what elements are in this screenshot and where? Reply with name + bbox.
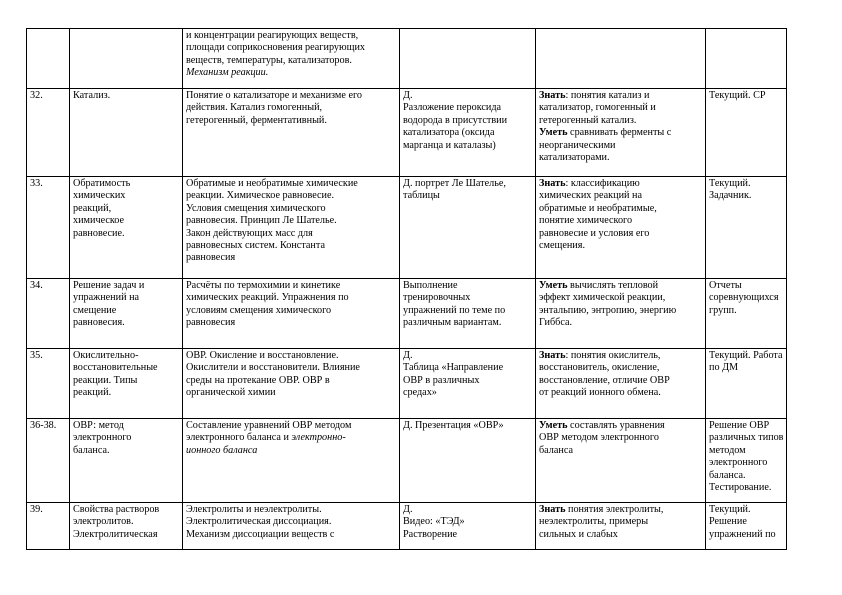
cell-line bbox=[539, 317, 702, 329]
requirement-label: Уметь bbox=[539, 420, 568, 431]
cell-line: Растворение bbox=[403, 528, 458, 540]
cell-ctrl bbox=[706, 349, 787, 419]
cell-demo bbox=[400, 89, 536, 177]
table-row bbox=[27, 89, 787, 177]
cell-line bbox=[539, 228, 702, 240]
cell-topic bbox=[70, 177, 183, 279]
cell-line bbox=[539, 152, 702, 164]
requirement-text: гетерогенный катализ. bbox=[539, 114, 637, 126]
cell-line: Механизм реакции. bbox=[186, 67, 269, 79]
cell-line: Понятие о катализаторе и механизме его bbox=[186, 90, 362, 101]
cell-line: средах» bbox=[403, 387, 437, 399]
cell-req bbox=[536, 89, 706, 177]
cell-line: Окислители и восстановители. Влияние bbox=[186, 362, 360, 374]
cell-line: реакций, bbox=[73, 202, 112, 214]
requirement-text: энтальпию, энтропию, энергию bbox=[539, 304, 677, 316]
cell-line: различным вариантам. bbox=[403, 317, 502, 329]
cell-line: Электролиты и неэлектролиты. bbox=[186, 504, 322, 515]
cell-line bbox=[539, 504, 702, 516]
requirement-label: Знать bbox=[539, 90, 566, 101]
cell-line: равновесных систем. Константа bbox=[186, 240, 325, 252]
cell-num bbox=[27, 177, 70, 279]
lesson-number: 36-38. bbox=[30, 420, 57, 431]
cell-line: Текущий. СР bbox=[709, 90, 766, 101]
cell-line: реакции. Типы bbox=[73, 374, 138, 386]
cell-req bbox=[536, 177, 706, 279]
cell-line: групп. bbox=[709, 304, 737, 316]
cell-line bbox=[539, 190, 702, 202]
cell-line: ОВР: метод bbox=[73, 420, 124, 431]
cell-line: баланса. bbox=[709, 469, 746, 481]
cell-content bbox=[183, 503, 400, 550]
cell-line: веществ, температуры, катализаторов. bbox=[186, 54, 352, 66]
requirement-text: сравнивать ферменты с bbox=[567, 127, 672, 139]
cell-line: химических bbox=[73, 190, 126, 202]
lesson-number: 35. bbox=[30, 350, 43, 361]
cell-line: Таблица «Направление bbox=[403, 362, 504, 374]
requirement-text: : понятия катализ и bbox=[565, 90, 650, 101]
requirement-text: восстановитель, окисление, bbox=[539, 362, 660, 374]
cell-content bbox=[183, 349, 400, 419]
lesson-number: 34. bbox=[30, 280, 43, 291]
cell-line bbox=[539, 115, 702, 127]
cell-line: водорода в присутствии bbox=[403, 114, 508, 126]
cell-num bbox=[27, 89, 70, 177]
cell-num bbox=[27, 29, 70, 89]
cell-content bbox=[183, 279, 400, 349]
cell-line: Видео: «ТЭД» bbox=[403, 516, 465, 528]
cell-line: Катализ. bbox=[73, 90, 111, 101]
cell-line: таблицы bbox=[403, 190, 440, 202]
cell-line bbox=[539, 178, 702, 190]
cell-content bbox=[183, 89, 400, 177]
cell-content bbox=[183, 177, 400, 279]
cell-line: катализатора (оксида bbox=[403, 127, 495, 139]
cell-line bbox=[539, 387, 702, 399]
cell-italic: ионного баланса bbox=[186, 444, 258, 456]
table-row bbox=[27, 177, 787, 279]
requirement-text: ОВР методом электронного bbox=[539, 432, 659, 444]
cell-line bbox=[539, 445, 702, 457]
cell-line: Обратимые и необратимые химические bbox=[186, 178, 358, 189]
cell-content bbox=[183, 29, 400, 89]
cell-line: Обратимость bbox=[73, 178, 131, 189]
cell-topic bbox=[70, 503, 183, 550]
requirement-text: эффект химической реакции, bbox=[539, 292, 666, 304]
requirement-text: составлять уравнения bbox=[567, 420, 665, 431]
cell-line bbox=[539, 140, 702, 152]
cell-line: Механизм диссоциации веществ с bbox=[186, 528, 335, 540]
table-row bbox=[27, 279, 787, 349]
cell-line: баланса. bbox=[73, 444, 110, 456]
cell-line: среды на протекание ОВР. ОВР в bbox=[186, 374, 330, 386]
cell-line: Тестирование. bbox=[709, 482, 772, 494]
cell-demo bbox=[400, 279, 536, 349]
cell-num bbox=[27, 279, 70, 349]
requirement-text: понятие химического bbox=[539, 215, 633, 227]
cell-line bbox=[539, 362, 702, 374]
table-row bbox=[27, 503, 787, 550]
cell-demo bbox=[400, 29, 536, 89]
requirement-text: катализатор, гомогенный и bbox=[539, 102, 656, 114]
cell-line bbox=[186, 432, 396, 444]
lesson-number: 39. bbox=[30, 504, 43, 515]
cell-ctrl bbox=[706, 29, 787, 89]
cell-demo bbox=[400, 349, 536, 419]
cell-line: Текущий. bbox=[709, 178, 751, 189]
cell-line: равновесие. bbox=[73, 227, 125, 239]
table-row bbox=[27, 349, 787, 419]
cell-line: Задачник. bbox=[709, 190, 752, 202]
cell-req bbox=[536, 503, 706, 550]
cell-topic bbox=[70, 29, 183, 89]
requirement-text: обратимые и необратимые, bbox=[539, 202, 657, 214]
cell-req bbox=[536, 29, 706, 89]
requirement-label: Знать bbox=[539, 504, 566, 515]
cell-line: электронного bbox=[73, 432, 132, 444]
cell-line: по ДМ bbox=[709, 362, 739, 374]
cell-line: Отчеты bbox=[709, 280, 742, 291]
cell-line: реакции. Химическое равновесие. bbox=[186, 190, 335, 202]
requirement-text: неорганическими bbox=[539, 139, 616, 151]
cell-line: Текущий. Работа bbox=[709, 350, 783, 361]
cell-line: Окислительно- bbox=[73, 350, 139, 361]
cell-line: Электролитическая bbox=[73, 528, 158, 540]
cell-line: площади соприкосновения реагирующих bbox=[186, 42, 365, 54]
requirement-text: понятия электролиты, bbox=[565, 504, 664, 515]
requirement-text: Гиббса. bbox=[539, 317, 573, 329]
requirement-label: Знать bbox=[539, 178, 566, 189]
cell-line bbox=[539, 529, 702, 541]
requirement-label: Знать bbox=[539, 350, 566, 361]
cell-line bbox=[539, 102, 702, 114]
requirement-text: сильных и слабых bbox=[539, 528, 618, 540]
cell-line: Электролитическая диссоциация. bbox=[186, 516, 332, 528]
cell-line: различных типов bbox=[709, 432, 784, 444]
requirement-text: от реакций ионного обмена. bbox=[539, 387, 661, 399]
cell-line bbox=[539, 280, 702, 292]
requirement-text: катализаторами. bbox=[539, 152, 610, 164]
cell-line: электролитов. bbox=[73, 516, 134, 528]
cell-line: равновесия bbox=[186, 252, 236, 264]
requirement-label: Уметь bbox=[539, 280, 568, 291]
cell-line: упражнений по bbox=[709, 528, 776, 540]
cell-line bbox=[539, 350, 702, 362]
cell-line: органической химии bbox=[186, 387, 276, 399]
cell-line: Д. bbox=[403, 350, 413, 361]
cell-line: Расчёты по термохимии и кинетике bbox=[186, 280, 341, 291]
requirement-text: баланса bbox=[539, 444, 574, 456]
cell-line: Разложение пероксида bbox=[403, 102, 502, 114]
requirement-label: Уметь bbox=[539, 127, 568, 139]
cell-line: электронного bbox=[709, 457, 768, 469]
cell-content bbox=[183, 419, 400, 503]
cell-req bbox=[536, 349, 706, 419]
cell-demo bbox=[400, 503, 536, 550]
cell-line: Д. Презентация «ОВР» bbox=[403, 420, 504, 431]
cell-line: условиям смещения химического bbox=[186, 304, 332, 316]
cell-line: Решение задач и bbox=[73, 280, 145, 291]
cell-num bbox=[27, 503, 70, 550]
requirement-text: восстановление, отличие ОВР bbox=[539, 374, 670, 386]
cell-req bbox=[536, 279, 706, 349]
cell-line bbox=[539, 516, 702, 528]
cell-line: Д. портрет Ле Шателье, bbox=[403, 178, 506, 189]
cell-line bbox=[539, 305, 702, 317]
cell-line bbox=[539, 420, 702, 432]
lesson-number: 32. bbox=[30, 90, 43, 101]
cell-line: восстановительные bbox=[73, 362, 158, 374]
cell-line: гетерогенный, ферментативный. bbox=[186, 114, 327, 126]
cell-topic bbox=[70, 89, 183, 177]
requirement-text: : классификацию bbox=[565, 178, 640, 189]
cell-line: Решение ОВР bbox=[709, 420, 770, 431]
cell-line: и концентрации реагирующих веществ, bbox=[186, 30, 359, 41]
cell-num bbox=[27, 349, 70, 419]
cell-line: действия. Катализ гомогенный, bbox=[186, 102, 323, 114]
requirement-text: вычислять тепловой bbox=[567, 280, 659, 291]
cell-req bbox=[536, 419, 706, 503]
cell-ctrl bbox=[706, 503, 787, 550]
cell-line: Условия смещения химического bbox=[186, 202, 326, 214]
cell-line: Решение bbox=[709, 516, 747, 528]
cell-ctrl bbox=[706, 419, 787, 503]
cell-line: Свойства растворов bbox=[73, 504, 160, 515]
cell-ctrl bbox=[706, 177, 787, 279]
cell-line: Составление уравнений ОВР методом bbox=[186, 420, 352, 431]
cell-line: тренировочных bbox=[403, 292, 471, 304]
cell-demo bbox=[400, 177, 536, 279]
cell-line: равновесия. bbox=[73, 317, 125, 329]
cell-line: Закон действующих масс для bbox=[186, 227, 313, 239]
cell-line: соревнующихся bbox=[709, 292, 779, 304]
cell-line: химических реакций. Упражнения по bbox=[186, 292, 349, 304]
requirement-text: : понятия окислитель, bbox=[565, 350, 661, 361]
requirement-text: равновесие и условия его bbox=[539, 227, 650, 239]
cell-line bbox=[539, 432, 702, 444]
cell-demo bbox=[400, 419, 536, 503]
requirement-text: неэлектролиты, примеры bbox=[539, 516, 649, 528]
cell-topic bbox=[70, 349, 183, 419]
cell-italic: электронно- bbox=[291, 432, 346, 444]
cell-line: электронного баланса и bbox=[186, 432, 289, 444]
cell-line bbox=[539, 90, 702, 102]
cell-ctrl bbox=[706, 89, 787, 177]
cell-line: ОВР в различных bbox=[403, 374, 480, 386]
cell-line: Выполнение bbox=[403, 280, 458, 291]
cell-line: Д. bbox=[403, 504, 413, 515]
cell-line: Текущий. bbox=[709, 504, 751, 515]
cell-topic bbox=[70, 279, 183, 349]
cell-line bbox=[539, 375, 702, 387]
cell-line: химическое bbox=[73, 215, 125, 227]
cell-line: равновесия bbox=[186, 317, 236, 329]
cell-line bbox=[539, 203, 702, 215]
cell-line: упражнений по теме по bbox=[403, 304, 506, 316]
lesson-number: 33. bbox=[30, 178, 43, 189]
table-row bbox=[27, 419, 787, 503]
requirement-text: химических реакций на bbox=[539, 190, 642, 202]
cell-line bbox=[539, 240, 702, 252]
cell-num bbox=[27, 419, 70, 503]
lesson-plan-table bbox=[26, 28, 787, 550]
cell-line: реакций. bbox=[73, 387, 112, 399]
cell-line: ОВР. Окисление и восстановление. bbox=[186, 350, 339, 361]
cell-line bbox=[539, 292, 702, 304]
cell-line: Д. bbox=[403, 90, 413, 101]
cell-line bbox=[539, 215, 702, 227]
cell-ctrl bbox=[706, 279, 787, 349]
cell-line: смещение bbox=[73, 304, 117, 316]
cell-line: методом bbox=[709, 444, 746, 456]
requirement-text: смещения. bbox=[539, 240, 585, 252]
cell-topic bbox=[70, 419, 183, 503]
table-row bbox=[27, 29, 787, 89]
cell-line: марганца и каталазы) bbox=[403, 139, 496, 151]
cell-line: равновесия. Принцип Ле Шателье. bbox=[186, 215, 337, 227]
cell-line: упражнений на bbox=[73, 292, 140, 304]
cell-line bbox=[539, 127, 702, 139]
